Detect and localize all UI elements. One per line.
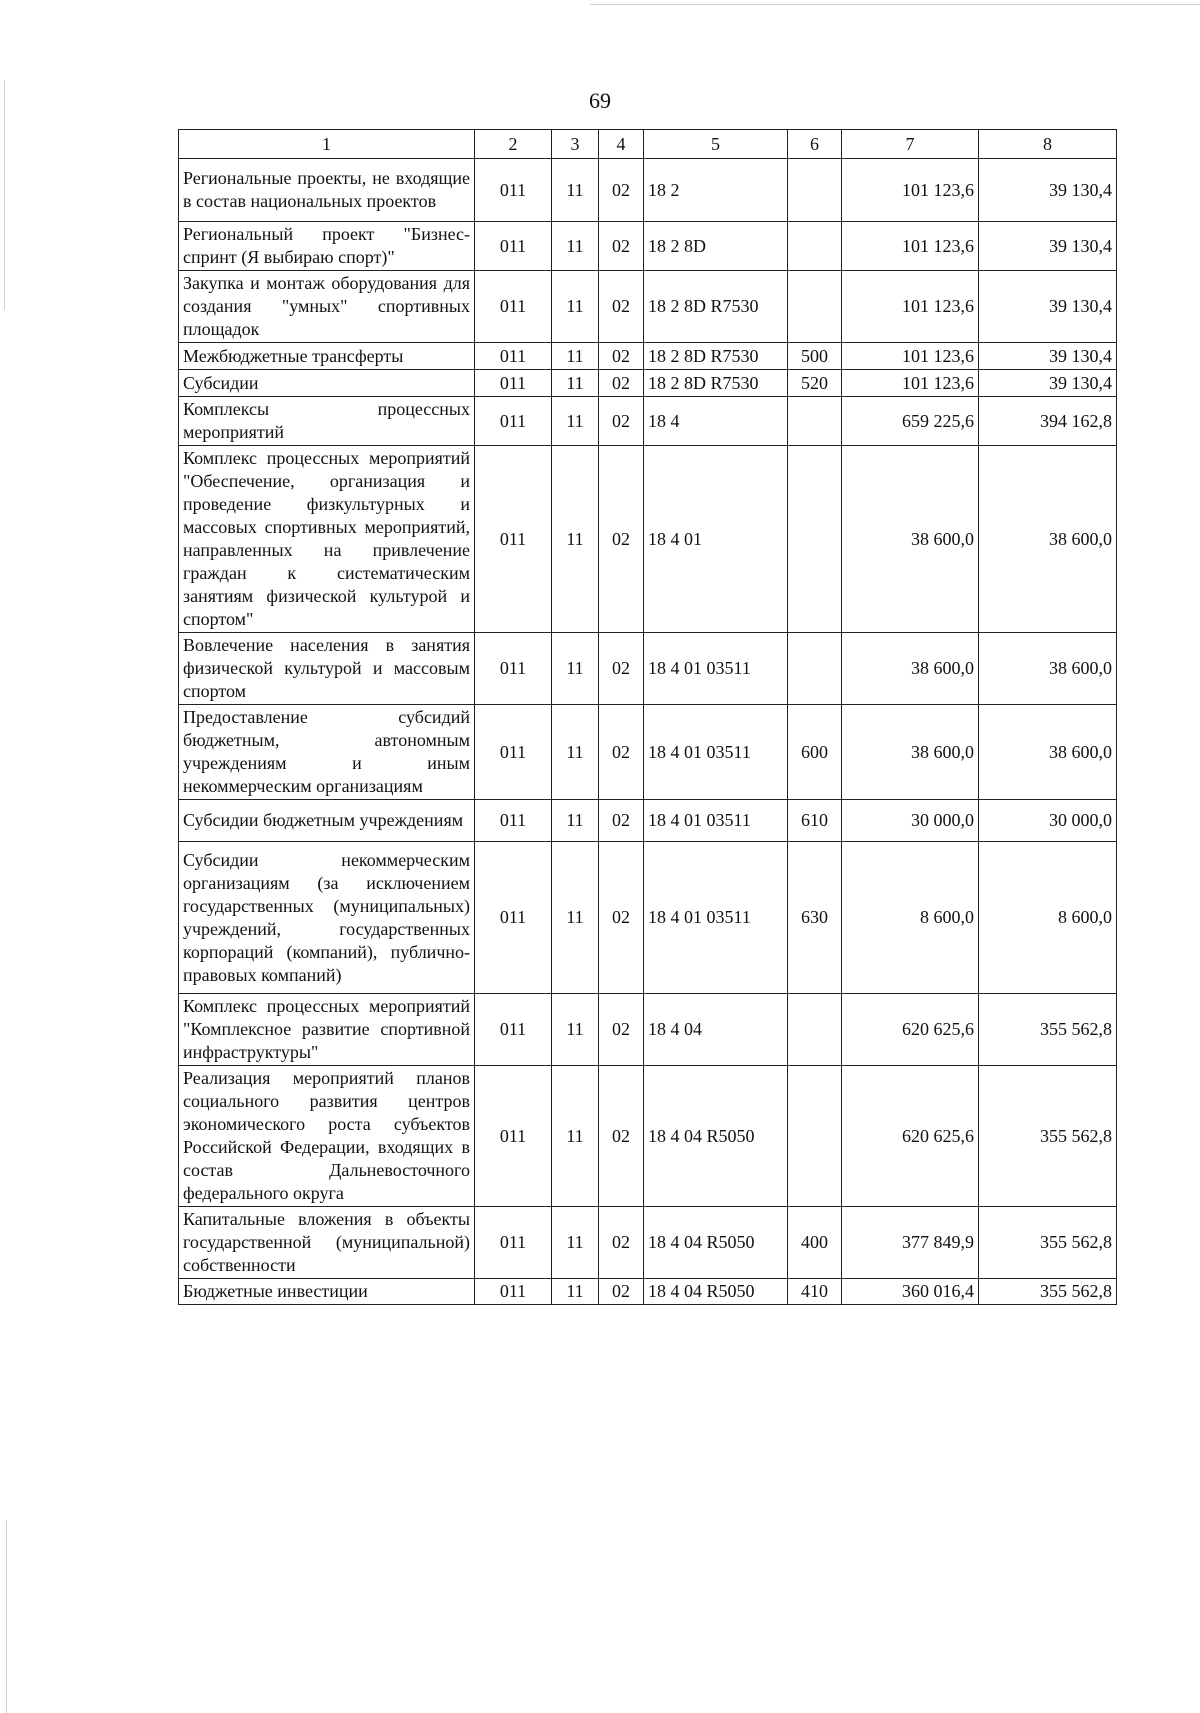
- row-name-cell: Региональный проект "Бизнес-спринт (Я выбираю спорт)": [179, 222, 475, 271]
- section-cell: 11: [552, 800, 599, 842]
- admin-code-cell: 011: [475, 633, 552, 705]
- subsection-cell: 02: [599, 705, 644, 800]
- subsection-cell: 02: [599, 1066, 644, 1207]
- amount-col7-cell: 620 625,6: [842, 1066, 979, 1207]
- amount-col7-cell: 101 123,6: [842, 271, 979, 343]
- target-article-cell: 18 2: [644, 159, 788, 222]
- table-body: [179, 159, 1117, 1305]
- section-cell: 11: [552, 994, 599, 1066]
- subsection-cell: 02: [599, 800, 644, 842]
- subsection-cell: 02: [599, 1279, 644, 1305]
- expense-type-cell: 610: [788, 800, 842, 842]
- amount-col8-cell: 39 130,4: [979, 222, 1117, 271]
- table-row: [179, 446, 1117, 633]
- scan-artifact-top-line: [590, 4, 1200, 5]
- row-name-cell: Вовлечение населения в занятия физической культурой и массовым спортом: [179, 633, 475, 705]
- admin-code-cell: 011: [475, 343, 552, 370]
- admin-code-cell: 011: [475, 1207, 552, 1279]
- section-cell: 11: [552, 370, 599, 397]
- amount-col8-cell: 38 600,0: [979, 633, 1117, 705]
- section-cell: 11: [552, 842, 599, 994]
- subsection-cell: 02: [599, 1207, 644, 1279]
- table-row: [179, 1066, 1117, 1207]
- admin-code-cell: 011: [475, 271, 552, 343]
- subsection-cell: 02: [599, 446, 644, 633]
- admin-code-cell: 011: [475, 994, 552, 1066]
- admin-code-cell: 011: [475, 800, 552, 842]
- section-cell: 11: [552, 633, 599, 705]
- target-article-cell: 18 4 04 R5050: [644, 1066, 788, 1207]
- column-header: 4: [599, 130, 644, 159]
- subsection-cell: 02: [599, 633, 644, 705]
- amount-col7-cell: 377 849,9: [842, 1207, 979, 1279]
- expense-type-cell: [788, 446, 842, 633]
- target-article-cell: 18 4 01 03511: [644, 705, 788, 800]
- subsection-cell: 02: [599, 222, 644, 271]
- expense-type-cell: 630: [788, 842, 842, 994]
- target-article-cell: 18 4 01: [644, 446, 788, 633]
- amount-col8-cell: 355 562,8: [979, 1066, 1117, 1207]
- row-name-cell: Капитальные вложения в объекты государственной (муниципальной) собственности: [179, 1207, 475, 1279]
- target-article-cell: 18 2 8D: [644, 222, 788, 271]
- table-row: [179, 343, 1117, 370]
- expense-type-cell: [788, 994, 842, 1066]
- amount-col7-cell: 38 600,0: [842, 705, 979, 800]
- expense-type-cell: 520: [788, 370, 842, 397]
- target-article-cell: 18 4 04 R5050: [644, 1279, 788, 1305]
- admin-code-cell: 011: [475, 842, 552, 994]
- row-name-cell: Реализация мероприятий планов социального развития центров экономического роста субъектов Российской Федерации, входящих в состав Дальневосточного федерального округа: [179, 1066, 475, 1207]
- row-name-cell: Субсидии бюджетным учреждениям: [179, 800, 475, 842]
- row-name-cell: Межбюджетные трансферты: [179, 343, 475, 370]
- table-row: [179, 271, 1117, 343]
- row-name-cell: Предоставление субсидий бюджетным, автономным учреждениям и иным некоммерческим организациям: [179, 705, 475, 800]
- amount-col8-cell: 39 130,4: [979, 159, 1117, 222]
- column-header: 1: [179, 130, 475, 159]
- row-name-cell: Субсидии: [179, 370, 475, 397]
- amount-col8-cell: 39 130,4: [979, 271, 1117, 343]
- section-cell: 11: [552, 343, 599, 370]
- row-name-cell: Бюджетные инвестиции: [179, 1279, 475, 1305]
- amount-col7-cell: 38 600,0: [842, 446, 979, 633]
- subsection-cell: 02: [599, 343, 644, 370]
- amount-col7-cell: 38 600,0: [842, 633, 979, 705]
- amount-col7-cell: 659 225,6: [842, 397, 979, 446]
- subsection-cell: 02: [599, 271, 644, 343]
- subsection-cell: 02: [599, 370, 644, 397]
- expense-type-cell: 500: [788, 343, 842, 370]
- subsection-cell: 02: [599, 994, 644, 1066]
- column-number-row: [179, 130, 1117, 159]
- admin-code-cell: 011: [475, 370, 552, 397]
- amount-col7-cell: 30 000,0: [842, 800, 979, 842]
- column-header: 7: [842, 130, 979, 159]
- target-article-cell: 18 2 8D R7530: [644, 343, 788, 370]
- subsection-cell: 02: [599, 397, 644, 446]
- target-article-cell: 18 4 01 03511: [644, 800, 788, 842]
- admin-code-cell: 011: [475, 705, 552, 800]
- expense-type-cell: [788, 633, 842, 705]
- amount-col8-cell: 38 600,0: [979, 446, 1117, 633]
- target-article-cell: 18 4 04 R5050: [644, 1207, 788, 1279]
- table-row: [179, 705, 1117, 800]
- amount-col8-cell: 355 562,8: [979, 1279, 1117, 1305]
- row-name-cell: Региональные проекты, не входящие в состав национальных проектов: [179, 159, 475, 222]
- table-row: [179, 1279, 1117, 1305]
- scan-artifact-left-line-bottom: [6, 1520, 7, 1713]
- column-header: 2: [475, 130, 552, 159]
- column-header: 5: [644, 130, 788, 159]
- amount-col7-cell: 101 123,6: [842, 343, 979, 370]
- amount-col8-cell: 8 600,0: [979, 842, 1117, 994]
- expense-type-cell: 400: [788, 1207, 842, 1279]
- target-article-cell: 18 2 8D R7530: [644, 271, 788, 343]
- target-article-cell: 18 4 04: [644, 994, 788, 1066]
- table-row: [179, 370, 1117, 397]
- admin-code-cell: 011: [475, 1066, 552, 1207]
- expense-type-cell: 600: [788, 705, 842, 800]
- table-row: [179, 222, 1117, 271]
- section-cell: 11: [552, 705, 599, 800]
- budget-table: [178, 129, 1117, 1305]
- expense-type-cell: [788, 222, 842, 271]
- expense-type-cell: [788, 1066, 842, 1207]
- section-cell: 11: [552, 1066, 599, 1207]
- subsection-cell: 02: [599, 159, 644, 222]
- expense-type-cell: [788, 397, 842, 446]
- row-name-cell: Комплекс процессных мероприятий "Обеспечение, организация и проведение физкультурных и массовых спортивных мероприятий, направленных на привлечение граждан к систематическим занятиям физической культурой и спортом": [179, 446, 475, 633]
- admin-code-cell: 011: [475, 446, 552, 633]
- column-header: 3: [552, 130, 599, 159]
- column-header: 8: [979, 130, 1117, 159]
- amount-col8-cell: 38 600,0: [979, 705, 1117, 800]
- row-name-cell: Комплекс процессных мероприятий "Комплексное развитие спортивной инфраструктуры": [179, 994, 475, 1066]
- section-cell: 11: [552, 397, 599, 446]
- amount-col8-cell: 30 000,0: [979, 800, 1117, 842]
- column-header: 6: [788, 130, 842, 159]
- table-row: [179, 1207, 1117, 1279]
- amount-col7-cell: 101 123,6: [842, 159, 979, 222]
- expense-type-cell: [788, 159, 842, 222]
- section-cell: 11: [552, 1207, 599, 1279]
- section-cell: 11: [552, 159, 599, 222]
- target-article-cell: 18 4 01 03511: [644, 842, 788, 994]
- section-cell: 11: [552, 446, 599, 633]
- section-cell: 11: [552, 222, 599, 271]
- table-row: [179, 633, 1117, 705]
- row-name-cell: Комплексы процессных мероприятий: [179, 397, 475, 446]
- expense-type-cell: [788, 271, 842, 343]
- expense-type-cell: 410: [788, 1279, 842, 1305]
- admin-code-cell: 011: [475, 222, 552, 271]
- amount-col8-cell: 355 562,8: [979, 994, 1117, 1066]
- subsection-cell: 02: [599, 842, 644, 994]
- section-cell: 11: [552, 1279, 599, 1305]
- amount-col7-cell: 101 123,6: [842, 370, 979, 397]
- page-number: 69: [589, 88, 611, 113]
- scan-artifact-left-line: [4, 80, 5, 310]
- target-article-cell: 18 4 01 03511: [644, 633, 788, 705]
- table-row: [179, 159, 1117, 222]
- target-article-cell: 18 4: [644, 397, 788, 446]
- amount-col7-cell: 360 016,4: [842, 1279, 979, 1305]
- row-name-cell: Закупка и монтаж оборудования для создания "умных" спортивных площадок: [179, 271, 475, 343]
- amount-col7-cell: 8 600,0: [842, 842, 979, 994]
- admin-code-cell: 011: [475, 1279, 552, 1305]
- table-row: [179, 842, 1117, 994]
- admin-code-cell: 011: [475, 159, 552, 222]
- amount-col7-cell: 620 625,6: [842, 994, 979, 1066]
- amount-col8-cell: 39 130,4: [979, 370, 1117, 397]
- row-name-cell: Субсидии некоммерческим организациям (за исключением государственных (муниципальных) учреждений, государственных корпораций (компаний), публично-правовых компаний): [179, 842, 475, 994]
- amount-col8-cell: 39 130,4: [979, 343, 1117, 370]
- section-cell: 11: [552, 271, 599, 343]
- table-row: [179, 397, 1117, 446]
- amount-col7-cell: 101 123,6: [842, 222, 979, 271]
- table-row: [179, 994, 1117, 1066]
- table-row: [179, 800, 1117, 842]
- amount-col8-cell: 355 562,8: [979, 1207, 1117, 1279]
- target-article-cell: 18 2 8D R7530: [644, 370, 788, 397]
- amount-col8-cell: 394 162,8: [979, 397, 1117, 446]
- admin-code-cell: 011: [475, 397, 552, 446]
